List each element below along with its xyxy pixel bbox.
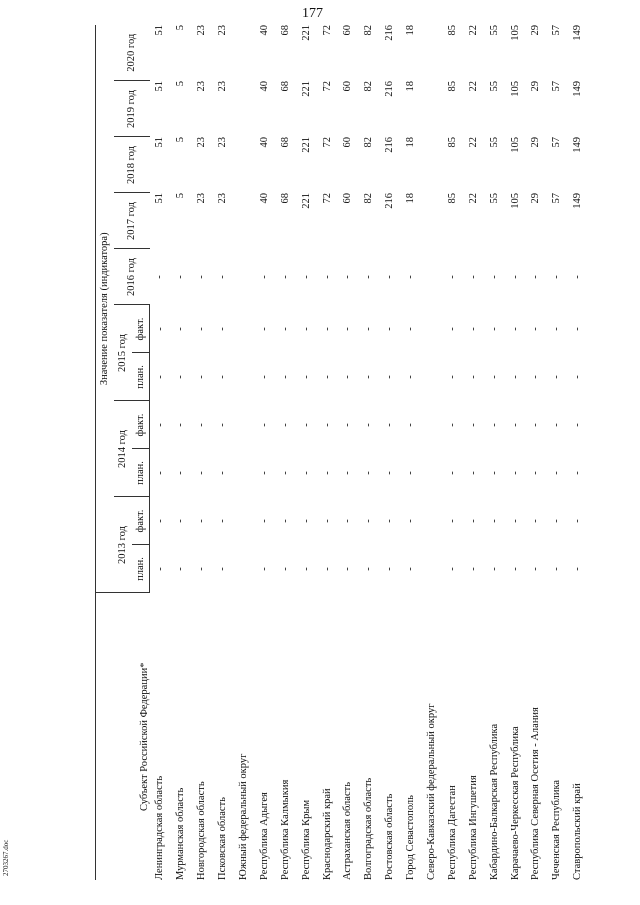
plan-header-2014: план.: [132, 449, 150, 497]
value-cell: 82: [363, 81, 375, 92]
value-cell: -: [530, 471, 542, 475]
value-cell: 23: [217, 24, 229, 36]
region-name: Псковская область: [217, 797, 229, 880]
value-cell: 60: [342, 24, 354, 36]
value-cell: -: [572, 275, 584, 279]
value-cell: -: [154, 327, 166, 331]
value-cell: 221: [300, 24, 312, 41]
value-cell: 85: [446, 137, 458, 148]
value-cell: 55: [488, 24, 500, 36]
value-cell: -: [467, 567, 479, 571]
value-cell: -: [446, 375, 458, 379]
value-cell: 72: [321, 137, 333, 148]
table-body: [150, 25, 589, 880]
region-name: Волгоградская область: [363, 777, 375, 880]
value-cell: 51: [154, 137, 166, 148]
value-cell: -: [175, 327, 187, 331]
value-cell: 5: [175, 81, 187, 87]
region-name: Чеченская Республика: [551, 779, 563, 880]
value-cell: -: [488, 423, 500, 427]
value-cell: -: [530, 275, 542, 279]
value-cell: [421, 249, 442, 305]
value-cell: 51: [154, 193, 166, 204]
value-cell: -: [405, 275, 417, 279]
value-cell: 216: [384, 137, 396, 153]
value-cell: -: [258, 327, 270, 331]
value-cell: -: [363, 327, 375, 331]
value-cell: 29: [530, 24, 542, 36]
value-cell: -: [405, 375, 417, 379]
value-cell: -: [384, 519, 396, 523]
value-cell: -: [363, 423, 375, 427]
value-cell: 72: [321, 24, 333, 36]
value-cell: -: [446, 519, 458, 523]
value-cell: -: [342, 423, 354, 427]
value-cell: 22: [467, 193, 479, 204]
district-row: [233, 25, 254, 880]
table-row: [338, 25, 359, 880]
value-cell: -: [467, 375, 479, 379]
value-cell: [421, 137, 442, 193]
value-cell: -: [384, 327, 396, 331]
region-name: Республика Ингушетия: [467, 775, 479, 880]
value-cell: -: [342, 327, 354, 331]
district-row: [421, 25, 442, 880]
value-cell: 22: [467, 24, 479, 36]
value-cell: 23: [217, 193, 229, 204]
value-cell: -: [509, 375, 521, 379]
value-cell: -: [363, 519, 375, 523]
value-cell: -: [530, 519, 542, 523]
value-cell: 105: [509, 193, 521, 209]
value-cell: -: [279, 423, 291, 427]
value-cell: 221: [300, 81, 312, 97]
value-cell: -: [488, 375, 500, 379]
table-row: [254, 25, 275, 880]
value-cell: -: [405, 519, 417, 523]
value-cell: -: [300, 471, 312, 475]
value-cell: -: [196, 423, 208, 427]
value-cell: 149: [572, 81, 584, 97]
value-cell: -: [196, 519, 208, 523]
table-row: [296, 25, 317, 880]
year-2018-header: 2018 год: [114, 137, 150, 193]
value-cell: 60: [342, 81, 354, 92]
value-cell: 82: [363, 24, 375, 36]
value-cell: -: [217, 423, 229, 427]
value-cell: -: [217, 327, 229, 331]
table-row: [150, 25, 171, 880]
value-cell: -: [300, 423, 312, 427]
value-cell: -: [551, 567, 563, 571]
value-cell: 22: [467, 137, 479, 148]
value-cell: -: [321, 375, 333, 379]
value-cell: 57: [551, 193, 563, 204]
value-cell: -: [175, 519, 187, 523]
value-cell: -: [572, 567, 584, 571]
region-name: Ростовская область: [384, 793, 396, 880]
value-cell: -: [530, 423, 542, 427]
value-cell: 55: [488, 137, 500, 148]
value-cell: 82: [363, 137, 375, 148]
value-cell: [421, 353, 442, 401]
value-cell: 18: [405, 24, 417, 36]
rotated-table-container: [95, 25, 610, 880]
region-name: Новгородская область: [196, 781, 208, 880]
value-cell: 57: [551, 137, 563, 148]
value-cell: -: [279, 471, 291, 475]
value-cell: 18: [405, 81, 417, 92]
value-cell: 68: [279, 81, 291, 92]
value-cell: -: [488, 519, 500, 523]
region-name: Краснодарский край: [321, 788, 333, 880]
value-cell: 18: [405, 137, 417, 148]
value-cell: -: [196, 471, 208, 475]
value-cell: -: [258, 423, 270, 427]
table-row: [358, 25, 379, 880]
table-row: [567, 25, 588, 880]
value-cell: 23: [196, 24, 208, 36]
value-cell: -: [175, 471, 187, 475]
value-cell: -: [196, 375, 208, 379]
value-cell: -: [488, 275, 500, 279]
value-cell: [233, 401, 254, 449]
value-cell: 5: [175, 137, 187, 143]
value-cell: -: [258, 519, 270, 523]
value-cell: [421, 449, 442, 497]
value-cell: -: [551, 327, 563, 331]
value-cell: 149: [572, 137, 584, 153]
value-cell: -: [363, 567, 375, 571]
fact-header-2013: факт.: [132, 497, 150, 545]
value-cell: -: [279, 567, 291, 571]
value-cell: -: [509, 471, 521, 475]
region-name: Мурманская область: [175, 787, 187, 880]
value-cell: -: [509, 567, 521, 571]
value-cell: 29: [530, 193, 542, 204]
value-cell: 40: [258, 24, 270, 36]
value-cell: -: [196, 275, 208, 279]
table-row: [275, 25, 296, 880]
year-2019-header: 2019 год: [114, 81, 150, 137]
table-row: [191, 25, 212, 880]
value-cell: -: [488, 567, 500, 571]
value-cell: 29: [530, 81, 542, 92]
value-cell: -: [572, 327, 584, 331]
value-cell: [421, 193, 442, 249]
value-cell: [233, 249, 254, 305]
footer-filename: 2703267.doc: [2, 839, 10, 876]
value-cell: -: [217, 471, 229, 475]
value-cell: 40: [258, 193, 270, 204]
value-cell: -: [446, 327, 458, 331]
value-cell: -: [321, 519, 333, 523]
indicator-header: Значение показателя (индикатора): [96, 25, 114, 593]
value-cell: -: [467, 327, 479, 331]
value-cell: -: [279, 327, 291, 331]
value-cell: 23: [217, 137, 229, 148]
value-cell: 221: [300, 193, 312, 209]
value-cell: -: [530, 567, 542, 571]
value-cell: -: [258, 471, 270, 475]
value-cell: [233, 137, 254, 193]
region-name: Республика Дагестан: [446, 785, 458, 880]
value-cell: -: [488, 327, 500, 331]
value-cell: -: [530, 327, 542, 331]
value-cell: -: [300, 567, 312, 571]
value-cell: 55: [488, 81, 500, 92]
value-cell: -: [384, 567, 396, 571]
value-cell: -: [300, 327, 312, 331]
value-cell: -: [384, 375, 396, 379]
value-cell: -: [217, 519, 229, 523]
value-cell: -: [175, 423, 187, 427]
region-name: Карачаево-Черкесская Республика: [509, 726, 521, 880]
value-cell: -: [572, 471, 584, 475]
year-2015-header: 2015 год: [114, 305, 132, 401]
value-cell: 51: [154, 81, 166, 92]
subject-header: Субъект Российской Федерации*: [96, 593, 150, 880]
value-cell: -: [258, 375, 270, 379]
value-cell: -: [363, 275, 375, 279]
value-cell: 149: [572, 193, 584, 209]
district-name: Южный федеральный округ: [238, 753, 249, 880]
value-cell: 82: [363, 193, 375, 204]
value-cell: -: [196, 327, 208, 331]
value-cell: -: [509, 423, 521, 427]
value-cell: -: [342, 275, 354, 279]
value-cell: -: [321, 471, 333, 475]
value-cell: -: [175, 275, 187, 279]
value-cell: 105: [509, 137, 521, 153]
value-cell: 5: [175, 193, 187, 199]
value-cell: 57: [551, 24, 563, 36]
table-row: [170, 25, 191, 880]
value-cell: 23: [196, 81, 208, 92]
value-cell: 85: [446, 81, 458, 92]
value-cell: 68: [279, 193, 291, 204]
district-name: Северо-Кавказский федеральный округ: [426, 703, 438, 880]
region-name: Республика Северная Осетия - Алания: [530, 707, 542, 880]
value-cell: -: [467, 519, 479, 523]
value-cell: -: [488, 471, 500, 475]
value-cell: -: [551, 375, 563, 379]
value-cell: 216: [384, 81, 396, 97]
value-cell: 51: [154, 24, 166, 36]
value-cell: [233, 545, 254, 593]
region-name: Республика Калмыкия: [279, 779, 291, 880]
value-cell: 18: [405, 193, 417, 204]
value-cell: -: [509, 519, 521, 523]
value-cell: -: [154, 519, 166, 523]
value-cell: [233, 305, 254, 353]
region-name: Астраханская область: [342, 782, 354, 880]
value-cell: -: [321, 275, 333, 279]
value-cell: 221: [300, 137, 312, 153]
value-cell: -: [154, 567, 166, 571]
value-cell: -: [363, 471, 375, 475]
value-cell: [233, 25, 254, 81]
value-cell: -: [551, 519, 563, 523]
value-cell: -: [551, 275, 563, 279]
value-cell: 22: [467, 81, 479, 92]
value-cell: -: [572, 519, 584, 523]
value-cell: 216: [384, 193, 396, 209]
value-cell: -: [405, 423, 417, 427]
year-2014-header: 2014 год: [114, 401, 132, 497]
value-cell: 105: [509, 81, 521, 97]
value-cell: -: [551, 471, 563, 475]
value-cell: -: [321, 423, 333, 427]
value-cell: 85: [446, 193, 458, 204]
value-cell: -: [572, 375, 584, 379]
year-2020-header: 2020 год: [114, 25, 150, 81]
value-cell: -: [258, 275, 270, 279]
value-cell: [233, 353, 254, 401]
value-cell: -: [321, 567, 333, 571]
value-cell: 29: [530, 137, 542, 148]
value-cell: [421, 545, 442, 593]
table-row: [400, 25, 421, 880]
value-cell: -: [300, 375, 312, 379]
value-cell: -: [467, 471, 479, 475]
table-row: [317, 25, 338, 880]
fact-header-2015: факт.: [132, 305, 150, 353]
value-cell: -: [217, 375, 229, 379]
value-cell: 149: [572, 24, 584, 41]
table-row: [379, 25, 400, 880]
value-cell: -: [405, 567, 417, 571]
value-cell: -: [196, 567, 208, 571]
value-cell: -: [363, 375, 375, 379]
region-name: Ленинградская область: [154, 775, 166, 880]
value-cell: -: [467, 423, 479, 427]
value-cell: -: [551, 423, 563, 427]
value-cell: -: [342, 375, 354, 379]
region-name: Кабардино-Балкарская Республика: [488, 723, 500, 880]
value-cell: -: [279, 275, 291, 279]
indicator-table: [95, 25, 588, 880]
value-cell: -: [572, 423, 584, 427]
value-cell: -: [342, 471, 354, 475]
value-cell: [421, 497, 442, 545]
value-cell: -: [446, 471, 458, 475]
value-cell: 60: [342, 137, 354, 148]
value-cell: -: [384, 275, 396, 279]
region-name: Город Севастополь: [405, 795, 417, 880]
table-row: [463, 25, 484, 880]
value-cell: -: [530, 375, 542, 379]
plan-header-2015: план.: [132, 353, 150, 401]
value-cell: 68: [279, 24, 291, 36]
value-cell: -: [154, 423, 166, 427]
value-cell: 60: [342, 193, 354, 204]
value-cell: -: [279, 375, 291, 379]
value-cell: -: [258, 567, 270, 571]
value-cell: 40: [258, 137, 270, 148]
value-cell: 68: [279, 137, 291, 148]
value-cell: -: [279, 519, 291, 523]
plan-header-2013: план.: [132, 545, 150, 593]
region-name: Ставропольский край: [572, 783, 584, 880]
value-cell: 23: [217, 81, 229, 92]
value-cell: [421, 81, 442, 137]
value-cell: -: [342, 567, 354, 571]
value-cell: -: [154, 375, 166, 379]
table-row: [212, 25, 233, 880]
year-2017-header: 2017 год: [114, 193, 150, 249]
value-cell: -: [321, 327, 333, 331]
value-cell: 23: [196, 193, 208, 204]
value-cell: -: [384, 471, 396, 475]
value-cell: -: [342, 519, 354, 523]
value-cell: [421, 401, 442, 449]
year-2016-header: 2016 год: [114, 249, 150, 305]
value-cell: -: [405, 471, 417, 475]
region-name: Республика Крым: [300, 799, 312, 880]
value-cell: 23: [196, 137, 208, 148]
value-cell: [233, 497, 254, 545]
value-cell: -: [300, 519, 312, 523]
value-cell: -: [509, 327, 521, 331]
value-cell: -: [384, 423, 396, 427]
value-cell: -: [446, 423, 458, 427]
table-row: [526, 25, 547, 880]
value-cell: 105: [509, 24, 521, 41]
value-cell: -: [154, 275, 166, 279]
value-cell: 72: [321, 193, 333, 204]
value-cell: -: [217, 275, 229, 279]
page-number: 177: [302, 6, 323, 21]
value-cell: -: [509, 275, 521, 279]
value-cell: [421, 25, 442, 81]
value-cell: 55: [488, 193, 500, 204]
region-name: Республика Адыгея: [258, 792, 270, 880]
table-row: [546, 25, 567, 880]
fact-header-2014: факт.: [132, 401, 150, 449]
value-cell: -: [405, 327, 417, 331]
table-row: [442, 25, 463, 880]
value-cell: -: [300, 275, 312, 279]
value-cell: -: [467, 275, 479, 279]
table-row: [484, 25, 505, 880]
value-cell: 72: [321, 81, 333, 92]
year-2013-header: 2013 год: [114, 497, 132, 593]
value-cell: 40: [258, 81, 270, 92]
value-cell: -: [175, 375, 187, 379]
value-cell: 5: [175, 24, 187, 31]
value-cell: -: [446, 567, 458, 571]
value-cell: -: [446, 275, 458, 279]
value-cell: [233, 81, 254, 137]
value-cell: 216: [384, 24, 396, 41]
value-cell: [421, 305, 442, 353]
value-cell: [233, 193, 254, 249]
value-cell: -: [154, 471, 166, 475]
value-cell: 85: [446, 24, 458, 36]
value-cell: -: [217, 567, 229, 571]
value-cell: [233, 449, 254, 497]
table-row: [505, 25, 526, 880]
value-cell: 57: [551, 81, 563, 92]
value-cell: -: [175, 567, 187, 571]
